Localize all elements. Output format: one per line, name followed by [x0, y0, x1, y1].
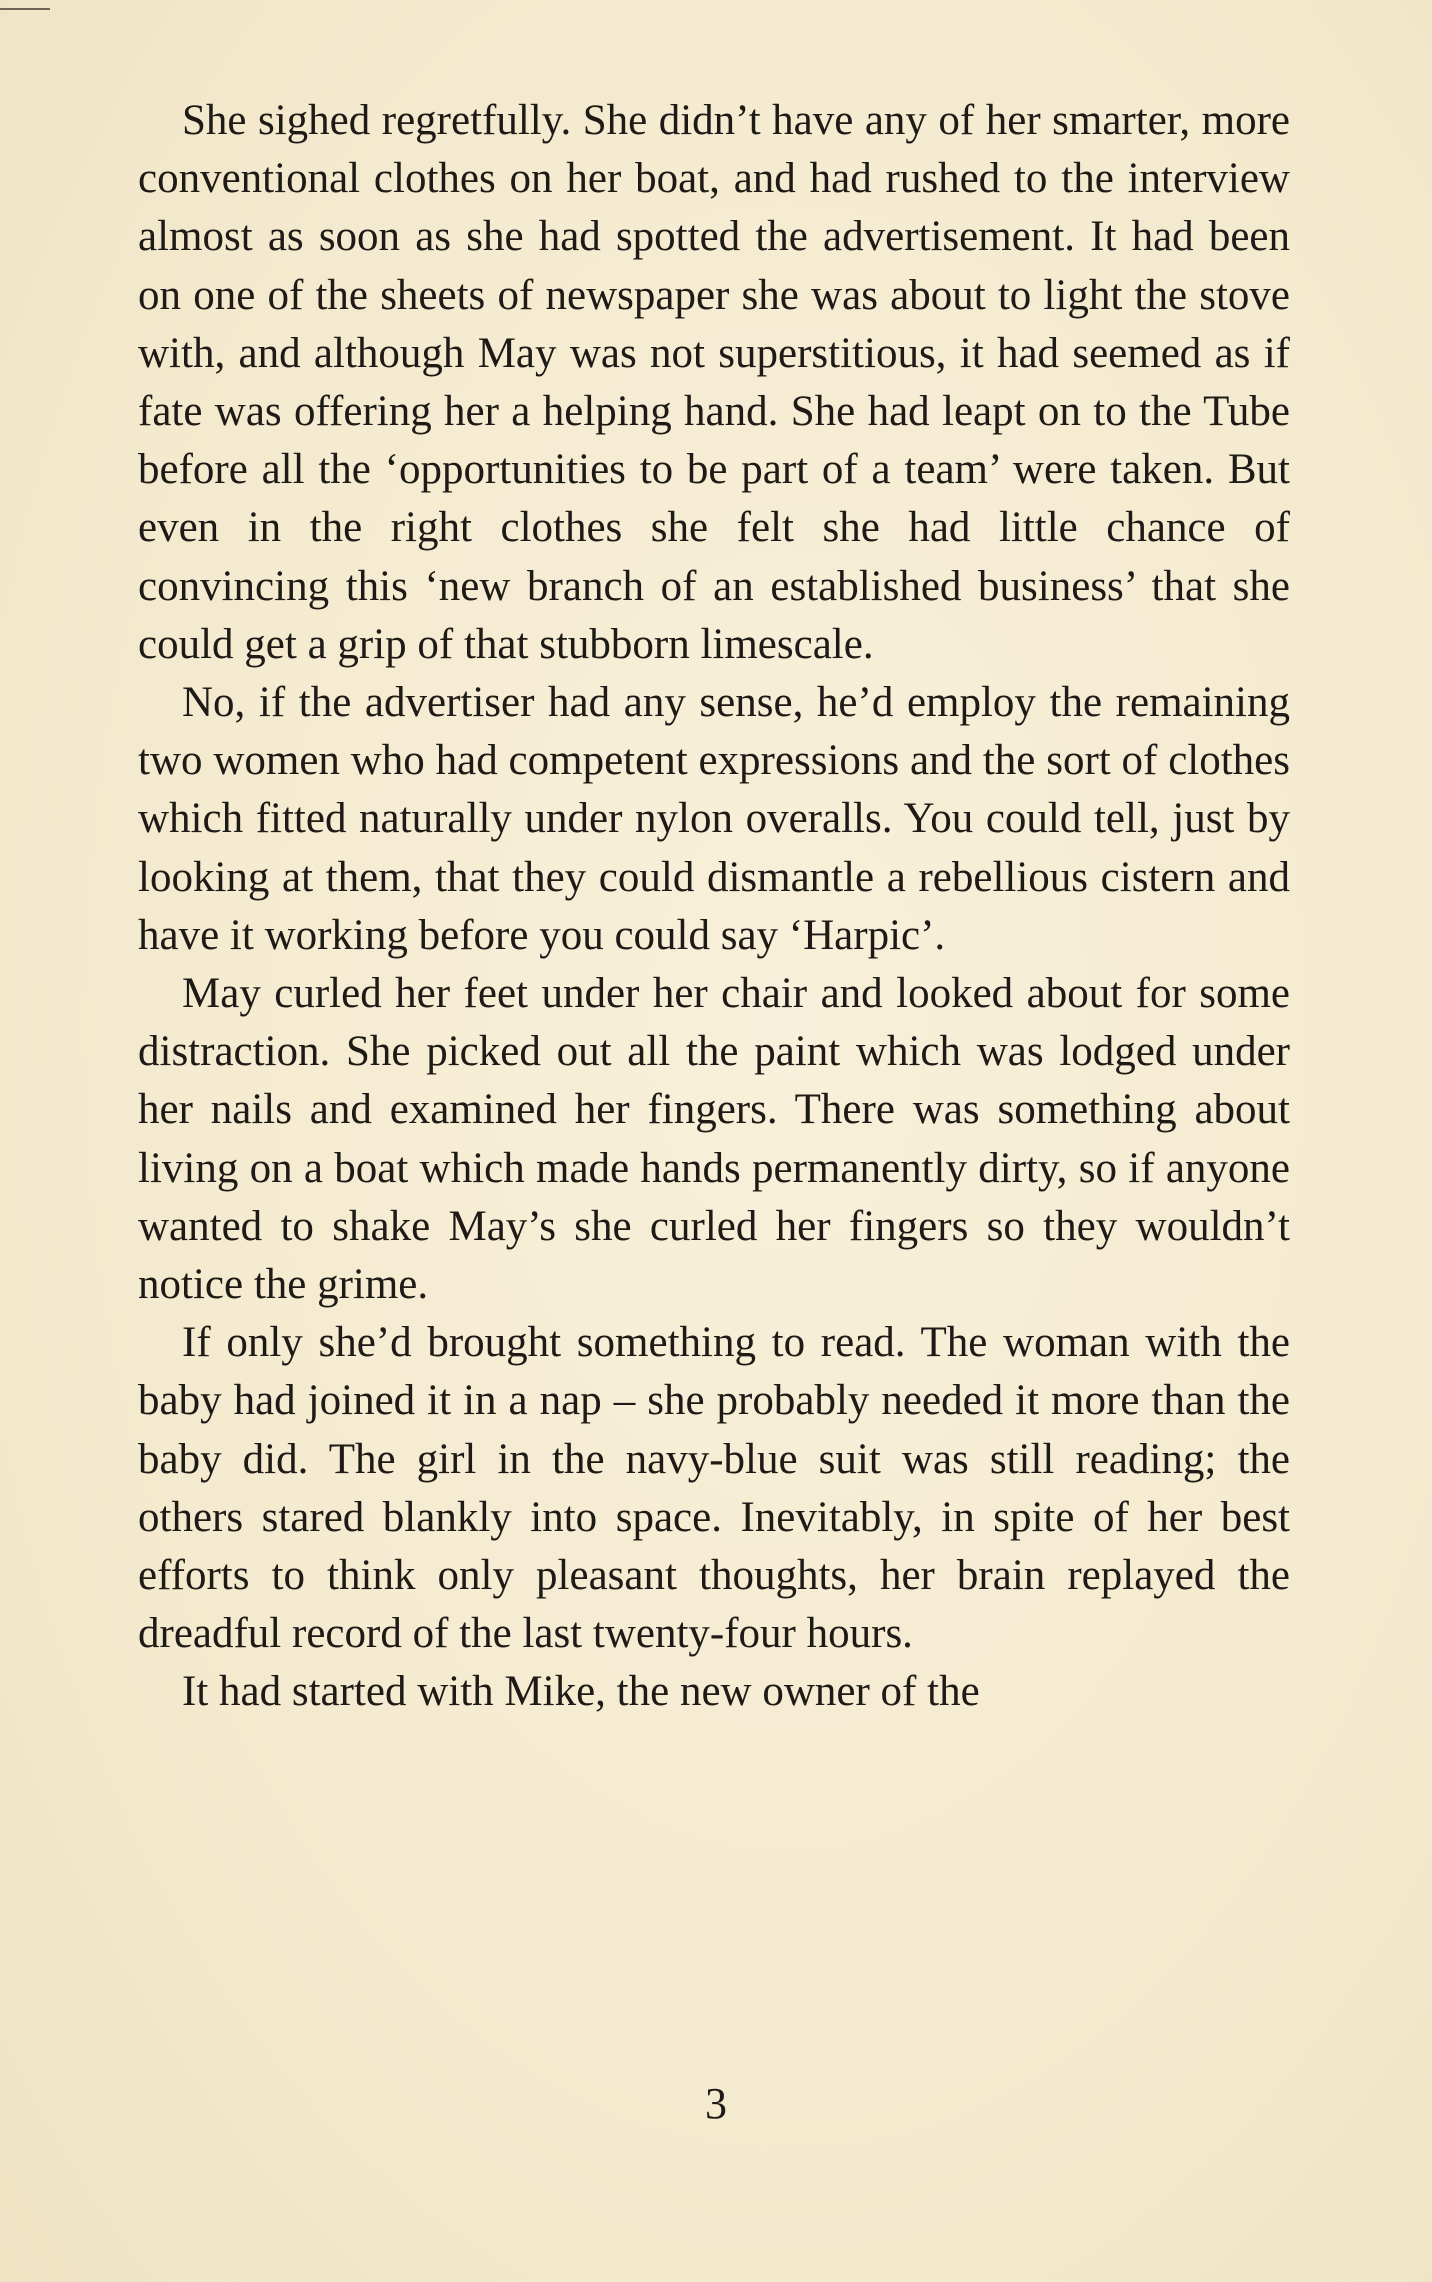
- paragraph-3: May curled her feet under her chair and looked about for some distraction. She picked out all the paint which was lodged under her nails and examined her fingers. There was something about living on a boat which made hands permanently dirty, so if anyone wanted to shake May’s she curled her fingers so they wouldn’t notice the grime.: [138, 970, 1290, 1309]
- corner-rule: [0, 8, 50, 10]
- page-number: 3: [705, 2079, 727, 2128]
- paragraph-1: She sighed regretfully. She didn’t have any of her smarter, more conventional clothes on her boat, and had rushed to the interview almost as soon as she had spotted the advertisement. It had been on one of the sheets of newspaper she was about to light the stove with, and although May was not superstitious, it had seemed as if fate was offering her a helping hand. She had leapt on to the Tube before all the ‘opportunities to be part of a team’ were taken. But even in the right clothes she felt she had little chance of convincing this ‘new branch of an established business’ that she could get a grip of that stubborn limescale.: [138, 97, 1290, 668]
- paragraph-4: If only she’d brought something to read. The woman with the baby had joined it in a nap – she probably needed it more than the baby did. The girl in the navy-blue suit was still reading; the others stared blankly into space. Inevitably, in spite of her best efforts to think only pleasant thoughts, her brain replayed the dreadful record of the last twenty-four hours.: [138, 1319, 1290, 1658]
- paragraph-2: No, if the advertiser had any sense, he’d employ the remaining two women who had competent expressions and the sort of clothes which fitted naturally under nylon overalls. You could tell, just by looking at them, that they could dismantle a rebellious cistern and have it working before you could say ‘Harpic’.: [138, 679, 1290, 959]
- body-text: [138, 92, 1290, 1722]
- paragraph-5: It had started with Mike, the new owner of the: [182, 1668, 980, 1716]
